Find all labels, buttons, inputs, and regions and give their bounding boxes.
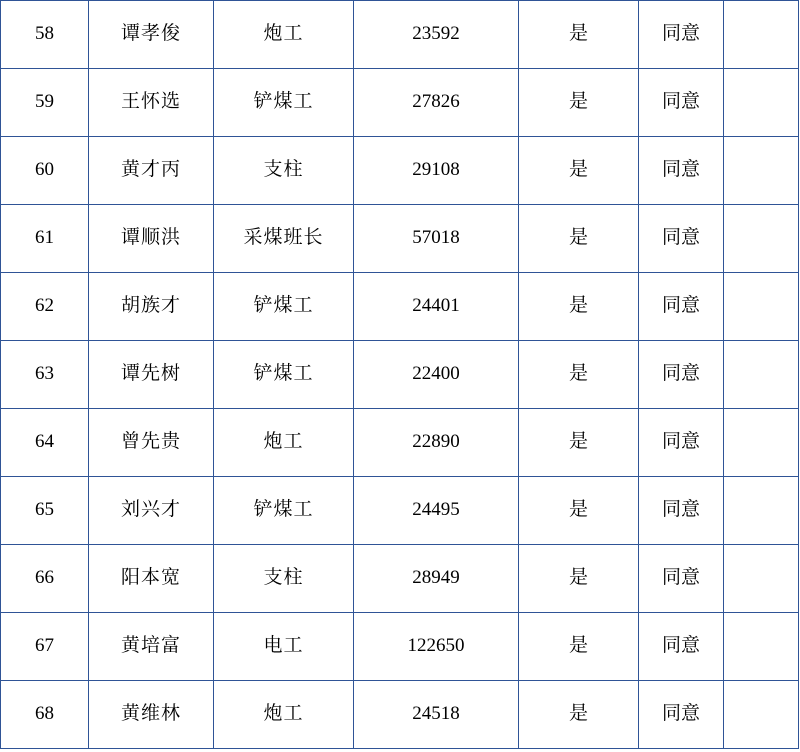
cell-number: 67: [1, 613, 89, 681]
cell-blank: [724, 1, 799, 69]
table-row: [1, 69, 799, 137]
table-row: [1, 681, 799, 749]
cell-job: 铲煤工: [214, 341, 354, 409]
cell-opinion: 同意: [639, 205, 724, 273]
cell-opinion: 同意: [639, 1, 724, 69]
cell-number: 68: [1, 681, 89, 749]
cell-job: 炮工: [214, 681, 354, 749]
cell-name: 谭孝俊: [89, 1, 214, 69]
cell-blank: [724, 545, 799, 613]
cell-name: 谭先树: [89, 341, 214, 409]
cell-blank: [724, 137, 799, 205]
table-row: [1, 137, 799, 205]
cell-amount: 122650: [354, 613, 519, 681]
cell-opinion: 同意: [639, 341, 724, 409]
cell-amount: 27826: [354, 69, 519, 137]
cell-job: 炮工: [214, 409, 354, 477]
table-row: [1, 545, 799, 613]
cell-flag: 是: [519, 681, 639, 749]
table-row: [1, 477, 799, 545]
cell-opinion: 同意: [639, 409, 724, 477]
cell-name: 胡族才: [89, 273, 214, 341]
cell-name: 黄维林: [89, 681, 214, 749]
cell-flag: 是: [519, 409, 639, 477]
cell-job: 炮工: [214, 1, 354, 69]
table-body: [1, 1, 799, 749]
cell-flag: 是: [519, 545, 639, 613]
cell-amount: 24518: [354, 681, 519, 749]
cell-amount: 24401: [354, 273, 519, 341]
cell-flag: 是: [519, 1, 639, 69]
cell-opinion: 同意: [639, 613, 724, 681]
cell-flag: 是: [519, 341, 639, 409]
cell-job: 采煤班长: [214, 205, 354, 273]
cell-flag: 是: [519, 205, 639, 273]
cell-number: 66: [1, 545, 89, 613]
cell-amount: 22890: [354, 409, 519, 477]
cell-number: 64: [1, 409, 89, 477]
cell-blank: [724, 273, 799, 341]
cell-name: 谭顺洪: [89, 205, 214, 273]
cell-amount: 29108: [354, 137, 519, 205]
cell-blank: [724, 477, 799, 545]
cell-opinion: 同意: [639, 137, 724, 205]
cell-opinion: 同意: [639, 681, 724, 749]
table-row: [1, 273, 799, 341]
cell-blank: [724, 409, 799, 477]
cell-blank: [724, 613, 799, 681]
cell-blank: [724, 69, 799, 137]
cell-job: 铲煤工: [214, 273, 354, 341]
cell-amount: 22400: [354, 341, 519, 409]
cell-amount: 57018: [354, 205, 519, 273]
cell-opinion: 同意: [639, 273, 724, 341]
cell-blank: [724, 205, 799, 273]
cell-flag: 是: [519, 137, 639, 205]
cell-opinion: 同意: [639, 69, 724, 137]
cell-opinion: 同意: [639, 545, 724, 613]
cell-amount: 24495: [354, 477, 519, 545]
cell-flag: 是: [519, 613, 639, 681]
cell-number: 65: [1, 477, 89, 545]
table-row: [1, 341, 799, 409]
cell-number: 63: [1, 341, 89, 409]
cell-blank: [724, 681, 799, 749]
cell-number: 60: [1, 137, 89, 205]
cell-blank: [724, 341, 799, 409]
cell-amount: 23592: [354, 1, 519, 69]
cell-name: 黄才丙: [89, 137, 214, 205]
cell-number: 59: [1, 69, 89, 137]
cell-job: 电工: [214, 613, 354, 681]
cell-name: 阳本宽: [89, 545, 214, 613]
cell-number: 58: [1, 1, 89, 69]
cell-name: 刘兴才: [89, 477, 214, 545]
cell-job: 支柱: [214, 137, 354, 205]
cell-job: 铲煤工: [214, 69, 354, 137]
cell-flag: 是: [519, 477, 639, 545]
cell-opinion: 同意: [639, 477, 724, 545]
cell-number: 62: [1, 273, 89, 341]
cell-name: 曾先贵: [89, 409, 214, 477]
table-row: [1, 205, 799, 273]
cell-flag: 是: [519, 273, 639, 341]
table-row: [1, 613, 799, 681]
cell-amount: 28949: [354, 545, 519, 613]
cell-job: 支柱: [214, 545, 354, 613]
cell-flag: 是: [519, 69, 639, 137]
table-row: [1, 1, 799, 69]
cell-name: 黄培富: [89, 613, 214, 681]
cell-job: 铲煤工: [214, 477, 354, 545]
table-row: [1, 409, 799, 477]
cell-name: 王怀选: [89, 69, 214, 137]
cell-number: 61: [1, 205, 89, 273]
